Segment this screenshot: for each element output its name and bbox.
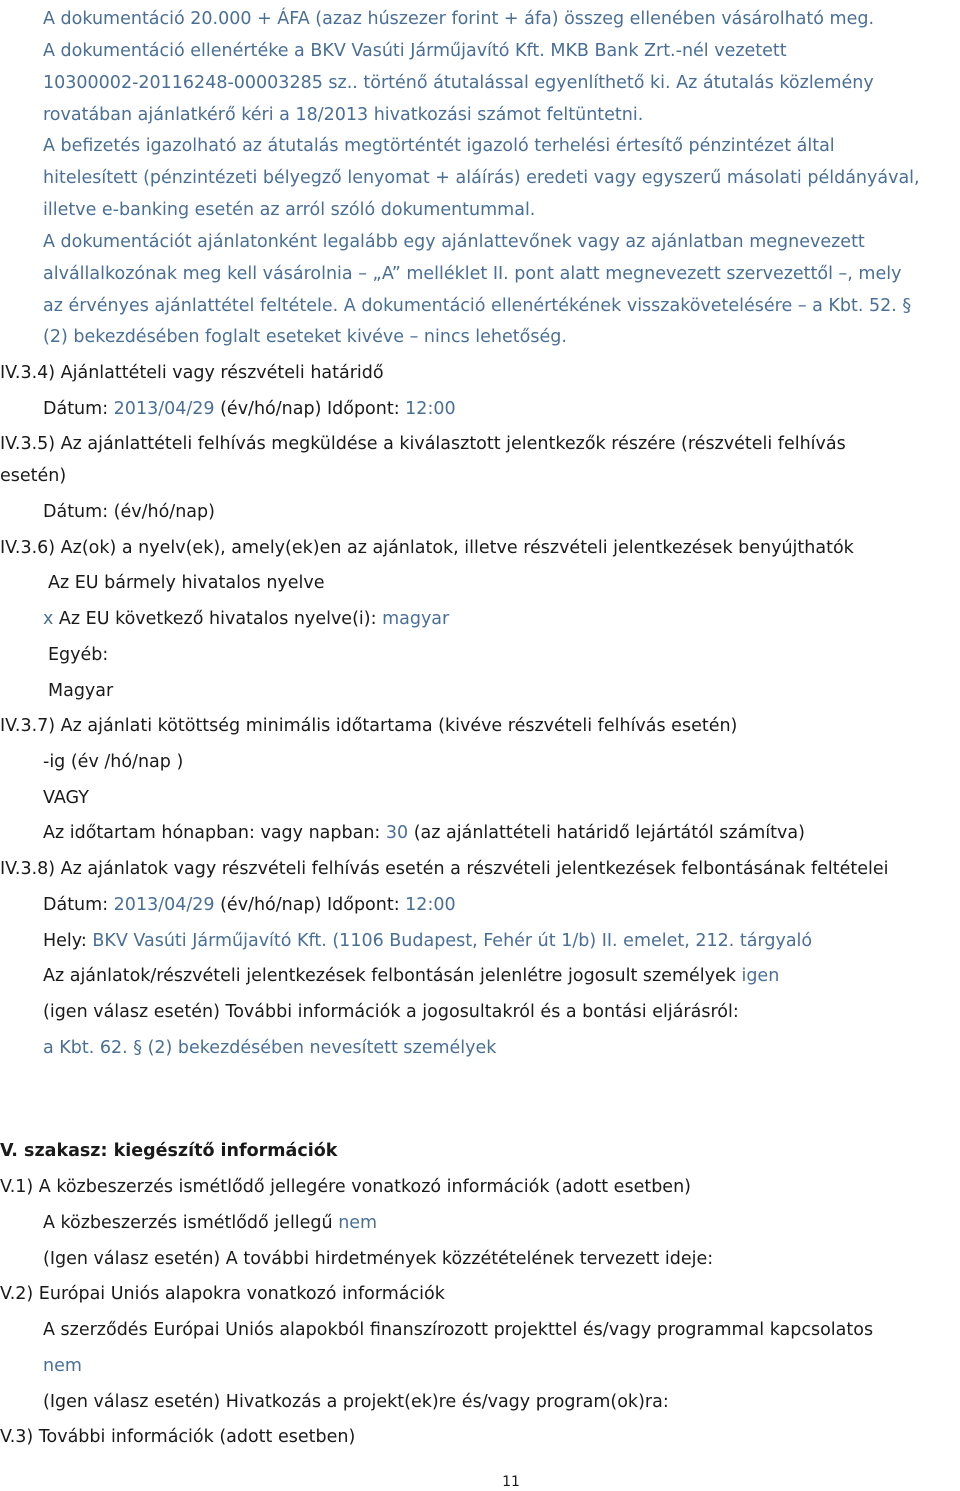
binding-duration-line: Az időtartam hónapban: vagy napban: 30 (az ajánlattételi határidő lejártától számítva) bbox=[43, 823, 805, 843]
paragraph-line: az érvényes ajánlattétel feltétele. A dokumentáció ellenértékének visszakövetelésére – a Kbt. 52. § bbox=[43, 296, 912, 316]
opening-info-value: a Kbt. 62. § (2) bekezdésében nevesített személyek bbox=[43, 1038, 497, 1058]
v1-note: (Igen válasz esetén) A további hirdetmények közzétételének tervezett ideje: bbox=[43, 1249, 714, 1269]
binding-days-value: 30 bbox=[385, 823, 409, 843]
paragraph-line: illetve e-banking esetén az arról szóló dokumentummal. bbox=[43, 200, 536, 220]
v1-recurring-value: nem bbox=[338, 1213, 378, 1233]
paragraph-line: A dokumentáció 20.000 + ÁFA (azaz húszezer forint + áfa) összeg ellenében vásárolható meg. bbox=[43, 9, 875, 29]
paragraph-line: alvállalkozónak meg kell vásárolnia – „A” melléklet II. pont alatt megnevezett szervezettől –, mely bbox=[43, 264, 902, 284]
deadline-date-line: Dátum: 2013/04/29 (év/hó/nap) Időpont: 12:00 bbox=[43, 399, 456, 419]
opening-date-value: 2013/04/29 bbox=[113, 895, 215, 915]
section-heading-iv34: IV.3.4) Ajánlattételi vagy részvételi határidő bbox=[0, 363, 384, 383]
v3-heading: V.3) További információk (adott esetben) bbox=[0, 1427, 356, 1447]
opening-persons-line: Az ajánlatok/részvételi jelentkezések felbontásán jelenlétre jogosult személyek igen bbox=[43, 966, 780, 986]
opening-date-line: Dátum: 2013/04/29 (év/hó/nap) Időpont: 12:00 bbox=[43, 895, 456, 915]
deadline-date-value: 2013/04/29 bbox=[113, 399, 215, 419]
paragraph-line: rovatában ajánlatkérő kéri a 18/2013 hivatkozási számot feltüntetni. bbox=[43, 105, 644, 125]
language-other-label: Egyéb: bbox=[48, 645, 109, 665]
checkbox-mark: x bbox=[43, 609, 54, 629]
section-heading-iv38: IV.3.8) Az ajánlatok vagy részvételi felhívás esetén a részvételi jelentkezések felbontásának feltételei bbox=[0, 859, 889, 879]
opening-persons-value: igen bbox=[741, 966, 780, 986]
v2-eu-funds-line: A szerződés Európai Uniós alapokból finanszírozott projekttel és/vagy programmal kapcsolatos bbox=[43, 1320, 874, 1340]
invitation-date-line: Dátum: (év/hó/nap) bbox=[43, 502, 215, 522]
language-value: magyar bbox=[382, 609, 450, 629]
opening-place-value: BKV Vasúti Járműjavító Kft. (1106 Budapest, Fehér út 1/b) II. emelet, 212. tárgyaló bbox=[92, 931, 813, 951]
v2-eu-funds-value: nem bbox=[43, 1356, 82, 1376]
section-heading-iv37: IV.3.7) Az ajánlati kötöttség minimális időtartama (kivéve részvételi felhívás esetén) bbox=[0, 716, 738, 736]
paragraph-line: hitelesített (pénzintézeti bélyegző lenyomat + aláírás) eredeti vagy egyszerű másolati példányával, bbox=[43, 168, 920, 188]
page-number: 11 bbox=[502, 1474, 520, 1490]
opening-info-line: (igen válasz esetén) További információk a jogosultakról és a bontási eljárásról: bbox=[43, 1002, 739, 1022]
v2-heading: V.2) Európai Uniós alapokra vonatkozó információk bbox=[0, 1284, 445, 1304]
or-line: VAGY bbox=[43, 788, 89, 808]
v1-heading: V.1) A közbeszerzés ismétlődő jellegére vonatkozó információk (adott esetben) bbox=[0, 1177, 691, 1197]
section-v-heading: V. szakasz: kiegészítő információk bbox=[0, 1141, 338, 1161]
paragraph-line: A dokumentációt ajánlatonként legalább egy ajánlattevőnek vagy az ajánlatban megnevezett bbox=[43, 232, 865, 252]
binding-until-line: -ig (év /hó/nap ) bbox=[43, 752, 184, 772]
section-heading-iv35-cont: esetén) bbox=[0, 466, 67, 486]
opening-place-line: Hely: BKV Vasúti Járműjavító Kft. (1106 Budapest, Fehér út 1/b) II. emelet, 212. tárgyaló bbox=[43, 931, 813, 951]
section-heading-iv35: IV.3.5) Az ajánlattételi felhívás megküldése a kiválasztott jelentkezők részére (részvételi felhívás bbox=[0, 434, 846, 454]
language-option-any: Az EU bármely hivatalos nyelve bbox=[48, 573, 325, 593]
deadline-time-value: 12:00 bbox=[405, 399, 456, 419]
language-other-value: Magyar bbox=[48, 681, 114, 701]
language-option-specific: x Az EU következő hivatalos nyelve(i): magyar bbox=[43, 609, 450, 629]
paragraph-line: (2) bekezdésében foglalt eseteket kivéve – nincs lehetőség. bbox=[43, 327, 567, 347]
paragraph-line: A befizetés igazolható az átutalás megtörténtét igazoló terhelési értesítő pénzintézet által bbox=[43, 136, 835, 156]
v1-recurring-line: A közbeszerzés ismétlődő jellegű nem bbox=[43, 1213, 378, 1233]
opening-time-value: 12:00 bbox=[405, 895, 456, 915]
v2-note: (Igen válasz esetén) Hivatkozás a projekt(ek)re és/vagy program(ok)ra: bbox=[43, 1392, 669, 1412]
paragraph-line: 10300002-20116248-00003285 sz.. történő átutalással egyenlíthető ki. Az átutalás közlemény bbox=[43, 73, 874, 93]
section-heading-iv36: IV.3.6) Az(ok) a nyelv(ek), amely(ek)en az ajánlatok, illetve részvételi jelentkezések benyújthatók bbox=[0, 538, 854, 558]
paragraph-line: A dokumentáció ellenértéke a BKV Vasúti Járműjavító Kft. MKB Bank Zrt.-nél vezetett bbox=[43, 41, 787, 61]
